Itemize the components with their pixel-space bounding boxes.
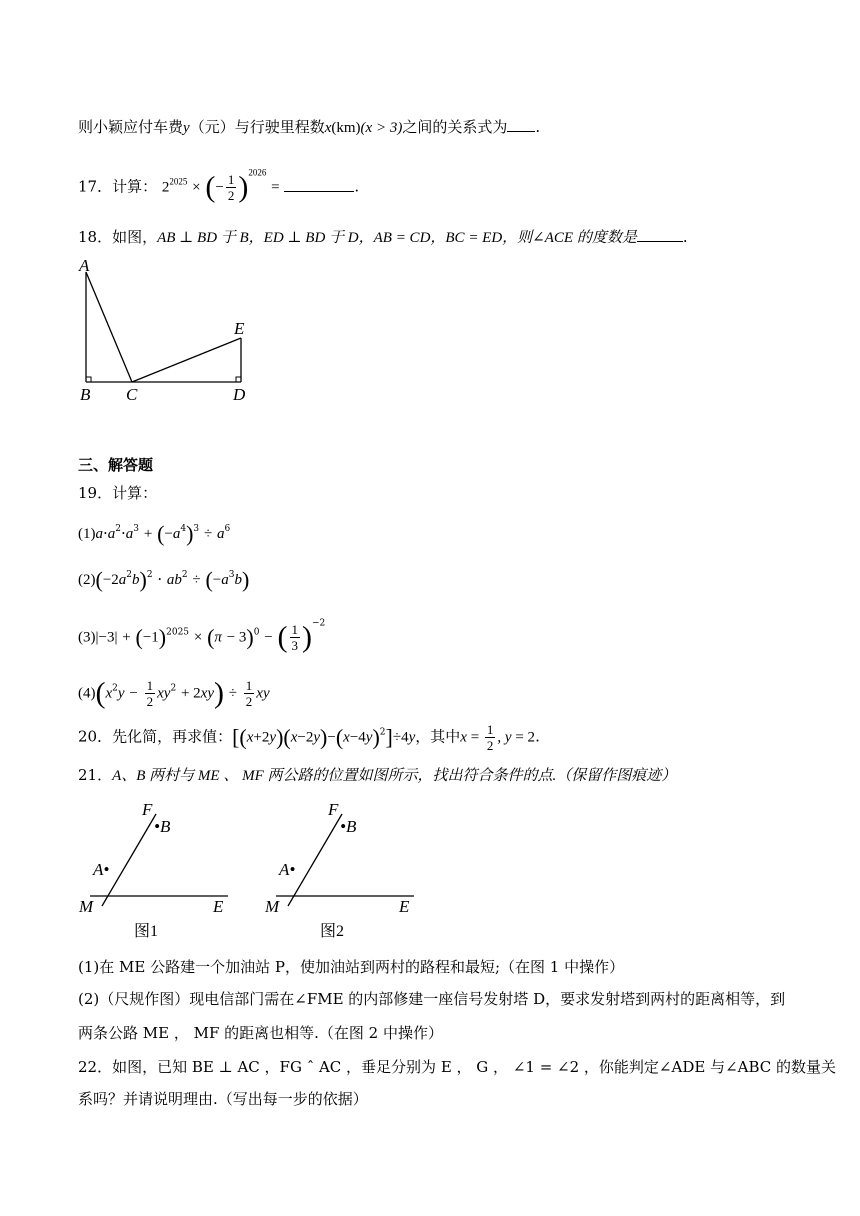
q19-part4: $(4)(x^2y$ − $\frac{1}{2}$ $xy^2 + 2xy$) ÷ $\frac{1}{2}$ xy bbox=[78, 676, 270, 710]
svg-text:•B: •B bbox=[154, 817, 171, 836]
answer-blank[interactable] bbox=[284, 177, 354, 192]
q21-figure-2 bbox=[262, 796, 442, 946]
svg-text:A•: A• bbox=[93, 860, 110, 879]
label-C: C bbox=[126, 385, 138, 404]
q19-line: 19．计算： bbox=[78, 484, 158, 502]
svg-text:A•: A• bbox=[279, 860, 296, 879]
q18-line: 18．如图，AB ⊥ BD 于 B，ED ⊥ BD 于 D，AB = CD，BC = ED，则∠ACE 的度数是 . bbox=[78, 228, 688, 246]
q16-tail-line: 则小颖应付车费y（元）与行驶里程数x(km)(x > 3)之间的关系式为 . bbox=[78, 118, 541, 136]
fig1-caption: 图1 bbox=[134, 923, 159, 940]
label-E: E bbox=[234, 319, 245, 338]
q19-part1: $(1)a\cdot a^2\cdot a^3 + (-a^4)^3 \div a^6$ bbox=[78, 521, 231, 546]
svg-text:M: M bbox=[265, 897, 280, 916]
label-B: B bbox=[80, 385, 91, 404]
q19-part2: $(2)(-2a^2b)^2 \cdot ab^2 \div (-a^3b)$ bbox=[78, 567, 250, 592]
svg-text:E: E bbox=[213, 897, 224, 916]
q21-line: 21．A、B 两村与 ME 、 MF 两公路的位置如图所示，找出符合条件的点.（保留作图痕迹） bbox=[78, 766, 677, 784]
q21-part2-line2: 两条公路 ME ， MF 的距离也相等.（在图 2 中操作） bbox=[78, 1024, 443, 1042]
section-title: 三、解答题 bbox=[78, 456, 154, 474]
label-D: D bbox=[233, 385, 246, 404]
q17-line: 17．计算： $2^{2025}$ × (− $\frac{1}{2}$ )$^{2026}$ = . bbox=[78, 167, 360, 204]
q21-part1: (1)在 ME 公路建一个加油站 P，使加油站到两村的路程和最短;（在图 1 中操作） bbox=[78, 958, 625, 976]
answer-blank[interactable] bbox=[507, 117, 535, 132]
svg-text:F: F bbox=[142, 800, 153, 819]
fig2-caption: 图2 bbox=[320, 923, 345, 940]
svg-text:•B: •B bbox=[340, 817, 357, 836]
q19-part3: $(3)|-3| + (-1)^{2025} \times (\pi - 3)^0$ − ( $\frac{1}{3}$ )$^{-2}$ bbox=[78, 618, 326, 654]
q21-figure-1 bbox=[76, 796, 256, 946]
fraction-one-half: $\frac{1}{2}$ bbox=[227, 172, 235, 203]
label-A: A bbox=[79, 256, 90, 275]
q22-line1: 22．如图，已知 BE ⊥ AC ，FG ˆ AC ，垂足分别为 E ， G ， ∠1 = ∠2 ，你能判定∠ADE 与∠ABC 的数量关 bbox=[78, 1058, 837, 1076]
q22-line2: 系吗？并请说明理由.（写出每一步的依据） bbox=[78, 1090, 368, 1108]
q18-figure bbox=[70, 252, 270, 412]
q21-part2-line1: (2)（尺规作图）现电信部门需在∠FME 的内部修建一座信号发射塔 D，要求发射塔到两村的距离相等，到 bbox=[78, 990, 786, 1008]
svg-text:E: E bbox=[399, 897, 410, 916]
svg-text:M: M bbox=[79, 897, 94, 916]
svg-text:F: F bbox=[328, 800, 339, 819]
answer-blank[interactable] bbox=[637, 227, 683, 242]
q20-line: 20．先化简，再求值：$[(x+2y)(x-2y)-(x-4y)^2]\div 4y$，其中x = $\frac{1}{2}$ , y = 2. bbox=[78, 722, 540, 753]
